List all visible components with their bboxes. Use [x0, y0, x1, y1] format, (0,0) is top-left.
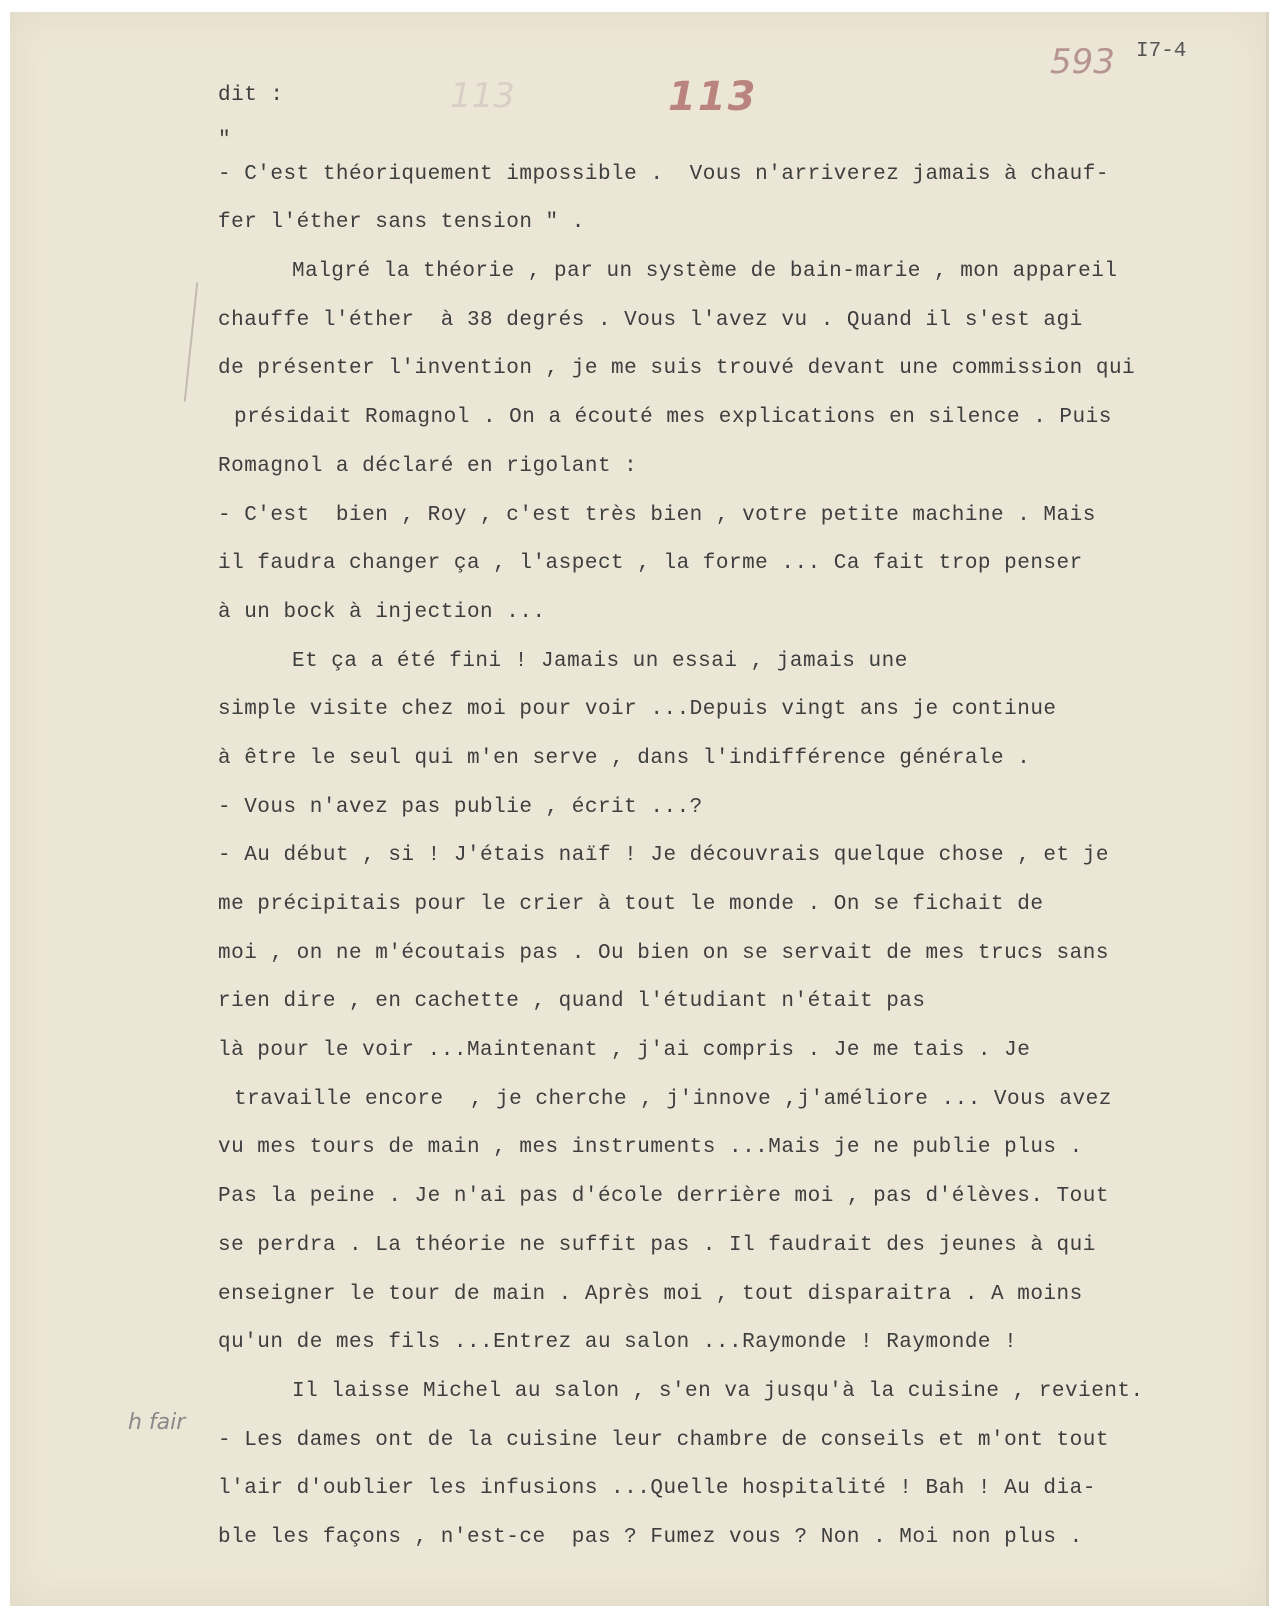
text-line: me précipitais pour le crier à tout le monde . On se fichait de — [218, 893, 1044, 916]
text-line: là pour le voir ...Maintenant , j'ai compris . Je me tais . Je — [218, 1039, 1031, 1063]
text-line: - Vous n'avez pas publie , écrit ...? — [218, 795, 703, 819]
text-line: - Au début , si ! J'étais naïf ! Je découvrais quelque chose , et je — [218, 844, 1109, 868]
text-line: - C'est théoriquement impossible . Vous n'arriverez jamais à chauf- — [218, 162, 1109, 186]
text-line: dit : — [218, 84, 284, 107]
text-line: se perdra . La théorie ne suffit pas . Il faudrait des jeunes à qui — [218, 1233, 1096, 1257]
faint-page-number: 113 — [450, 76, 515, 116]
text-line: - Les dames ont de la cuisine leur chambre de conseils et m'ont tout — [218, 1428, 1109, 1452]
archive-page-number: 593 — [1050, 42, 1115, 82]
text-line: présidait Romagnol . On a écouté mes explications en silence . Puis — [234, 406, 1112, 430]
reference-code: I7-4 — [1136, 40, 1187, 63]
text-line: moi , on ne m'écoutais pas . Ou bien on se servait de mes trucs sans — [218, 941, 1109, 965]
text-line: à être le seul qui m'en serve , dans l'indifférence générale . — [218, 746, 1031, 770]
text-line: Romagnol a déclaré en rigolant : — [218, 454, 638, 478]
text-line: ble les façons , n'est-ce pas ? Fumez vous ? Non . Moi non plus . — [218, 1525, 1083, 1549]
text-line: Et ça a été fini ! Jamais un essai , jamais une — [292, 649, 908, 673]
margin-pencil-stroke — [184, 282, 199, 402]
text-line: travaille encore , je cherche , j'innove ,j'améliore ... Vous avez — [234, 1087, 1112, 1111]
text-line: qu'un de mes fils ...Entrez au salon ...Raymonde ! Raymonde ! — [218, 1331, 1018, 1355]
margin-note: h fair — [128, 1410, 186, 1435]
text-line: rien dire , en cachette , quand l'étudiant n'était pas — [218, 990, 926, 1014]
typescript-body — [218, 72, 1258, 1563]
text-line: chauffe l'éther à 38 degrés . Vous l'avez vu . Quand il s'est agi — [218, 308, 1083, 332]
handwritten-page-number: 113 — [668, 74, 758, 120]
text-line: Malgré la théorie , par un système de bain-marie , mon appareil — [292, 260, 1118, 284]
text-line: - C'est bien , Roy , c'est très bien , votre petite machine . Mais — [218, 503, 1096, 527]
text-line: il faudra changer ça , l'aspect , la forme ... Ca fait trop penser — [218, 552, 1083, 576]
text-line: à un bock à injection ... — [218, 600, 546, 624]
text-line: de présenter l'invention , je me suis trouvé devant une commission qui — [218, 357, 1136, 381]
text-line: Pas la peine . Je n'ai pas d'école derrière moi , pas d'élèves. Tout — [218, 1185, 1109, 1209]
text-line: Il laisse Michel au salon , s'en va jusqu'à la cuisine , revient. — [292, 1379, 1144, 1403]
text-line: l'air d'oublier les infusions ...Quelle hospitalité ! Bah ! Au dia- — [218, 1477, 1096, 1501]
text-line: fer l'éther sans tension " . — [218, 211, 585, 235]
text-line: vu mes tours de main , mes instruments ...Mais je ne publie plus . — [218, 1136, 1083, 1160]
text-line: simple visite chez moi pour voir ...Depuis vingt ans je continue — [218, 698, 1057, 722]
text-line: enseigner le tour de main . Après moi , tout disparaitra . A moins — [218, 1282, 1083, 1306]
text-line: " — [218, 128, 232, 152]
